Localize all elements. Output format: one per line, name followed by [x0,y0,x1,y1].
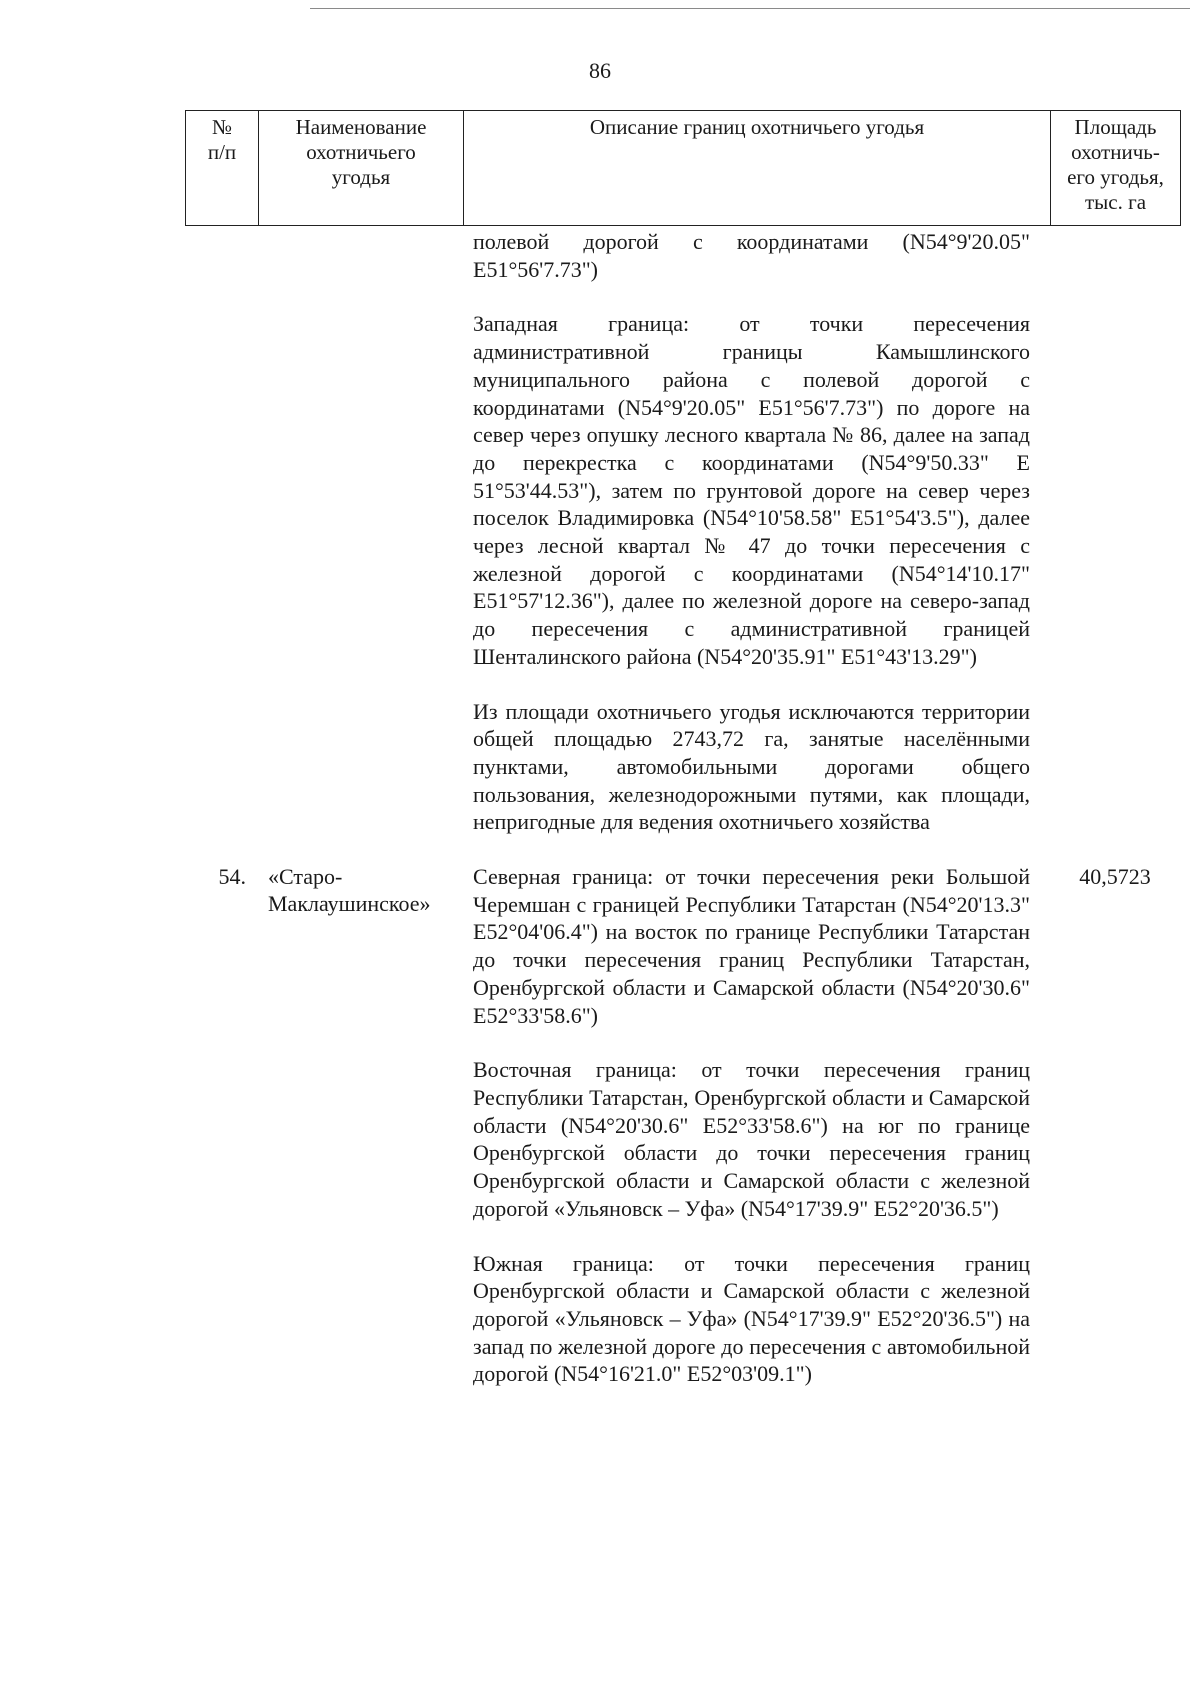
description-paragraph: Северная граница: от точки пересечения реки Большой Черемшан с границей Республики Татарстан (N54°20'13.3" E52°04'06.4") на восток по границе Республики Татарстан до точки пересечения границ Республики Татарстан, Оренбургской области и Самарской области (N54°20'30.6" E52°33'58.6") [473,864,1030,1028]
header-description: Описание границ охотничьего угодья [464,111,1051,226]
page-number: 86 [589,58,611,83]
table-header [185,110,1181,226]
description-paragraph: Южная граница: от точки пересечения границ Оренбургской области и Самарской области с железной дорогой «Ульяновск – Уфа» (N54°17'39.9" E52°20'36.5") на запад по железной дороге до пересечения с автомобильной дорогой (N54°16'21.0" E52°03'09.1") [473,1250,1030,1387]
table-row [185,863,1180,1415]
scan-edge-line [310,8,1190,9]
row-name [258,228,463,863]
table-body [185,228,1180,1415]
row-description [463,228,1030,863]
row-area [1050,228,1180,863]
row-number: 54. [218,864,246,890]
header-area: Площадь охотничь-его угодья, тыс. га [1051,111,1181,226]
row-number [185,228,258,863]
row-description [463,863,1030,1415]
description-paragraph: полевой дорогой с координатами (N54°9'20.05" E51°56'7.73") [473,229,1030,282]
description-paragraph: Западная граница: от точки пересечения административной границы Камышлинского муниципального района с полевой дорогой с координатами (N54°9'20.05" E51°56'7.73") по дороге на север через опушку лесного квартала № 86, далее на запад до перекрестка с координатами (N54°9'50.33" E 51°53'44.53"), затем по грунтовой дороге на север через поселок Владимировка (N54°10'58.58" E51°54'3.5"), далее через лесной квартал № 47 до точки пересечения с железной дорогой с координатами (N54°14'10.17" E51°57'12.36"), далее по железной дороге на северо-запад до пересечения с административной границей Шенталинского района (N54°20'35.91" E51°43'13.29") [473,311,1030,669]
row-name: «Старо-Маклаушинское» [268,864,431,917]
header-number: № п/п [186,111,259,226]
table-row [185,228,1180,863]
header-name: Наименование охотничьего угодья [259,111,464,226]
description-paragraph: Из площади охотничьего угодья исключаются территории общей площадью 2743,72 га, занятые населёнными пунктами, автомобильными дорогами общего пользования, железнодорожными путями, как площади, непригодные для ведения охотничьего хозяйства [473,698,1030,835]
description-paragraph: Восточная граница: от точки пересечения границ Республики Татарстан, Оренбургской области и Самарской области (N54°20'30.6" E52°33'58.6") на юг по границе Оренбургской области до точки пересечения границ Оренбургской области и Самарской области с железной дорогой «Ульяновск – Уфа» (N54°17'39.9" E52°20'36.5") [473,1057,1030,1221]
row-area: 40,5723 [1079,864,1151,890]
